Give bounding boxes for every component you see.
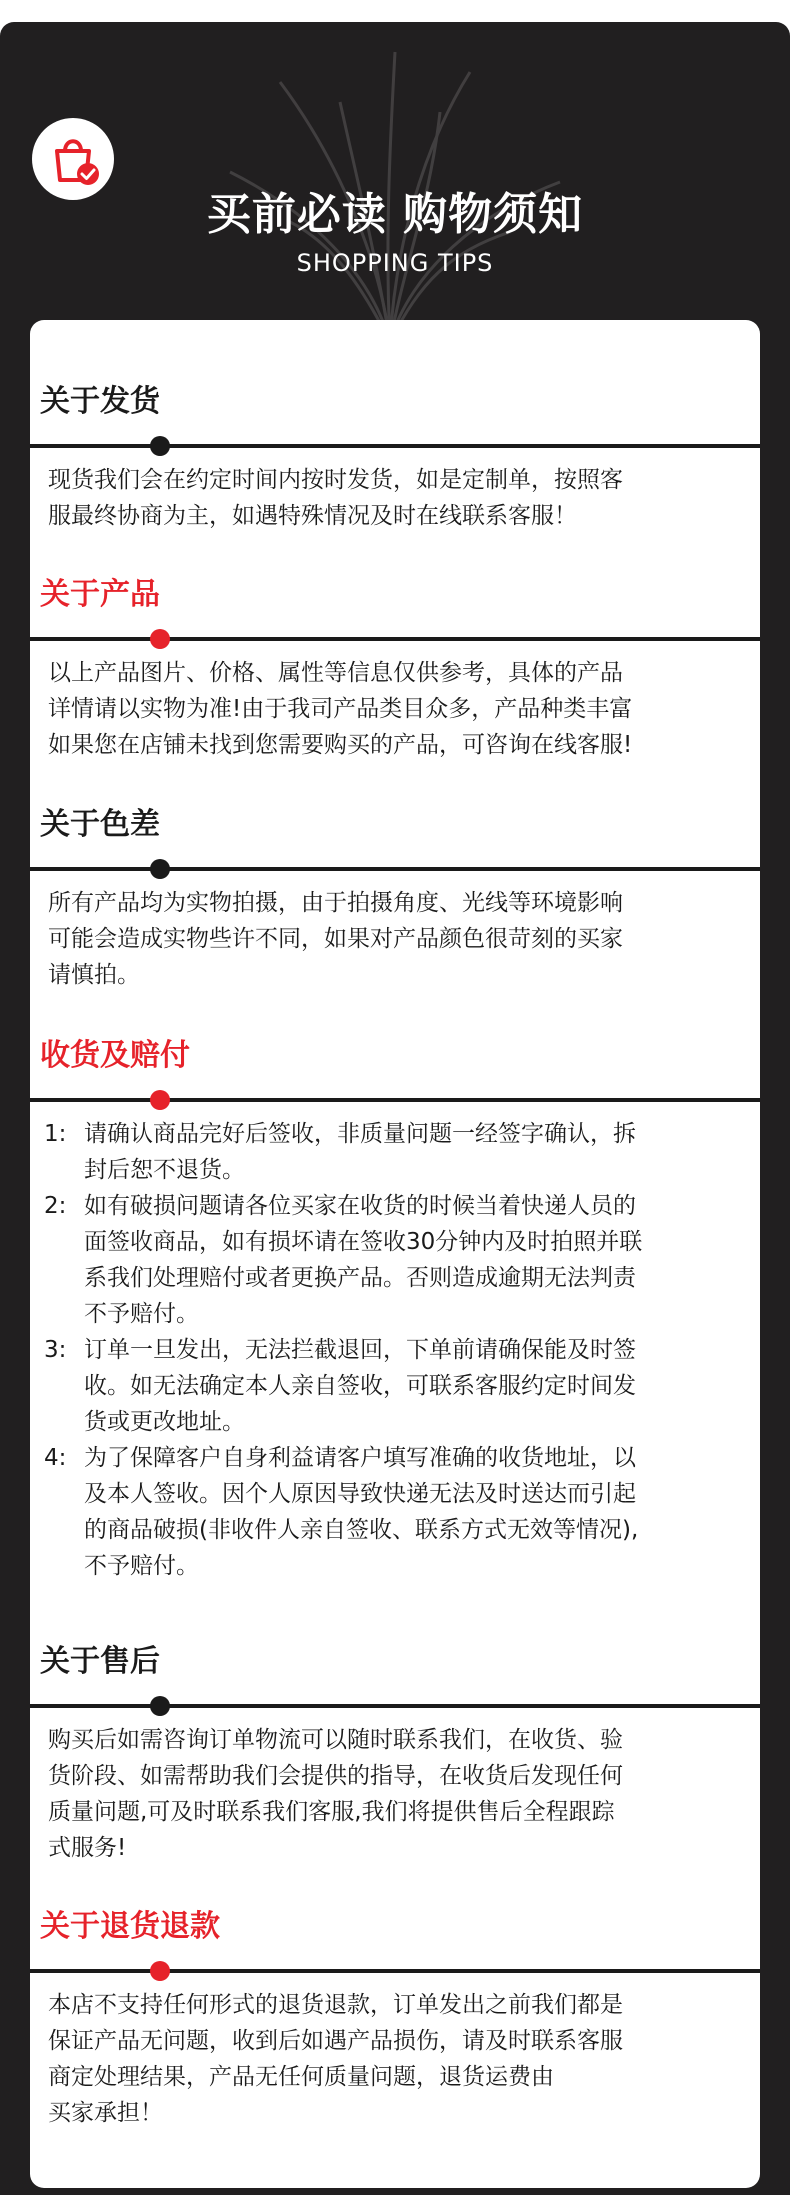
section-title: 关于色差 <box>40 807 160 842</box>
text-line: 货或更改地址。 <box>84 1409 245 1435</box>
section-divider <box>30 1098 760 1102</box>
list-item <box>44 1440 754 1584</box>
divider-dot <box>150 629 170 649</box>
text-line: 详情请以实物为准!由于我司产品类目众多，产品种类丰富 <box>48 696 633 722</box>
text-line: 的商品破损(非收件人亲自签收、联系方式无效等情况), <box>84 1517 639 1543</box>
section-title: 关于发货 <box>40 384 160 419</box>
text-line: 买家承担！ <box>48 2100 163 2126</box>
divider-dot <box>150 1696 170 1716</box>
section-text <box>48 655 748 763</box>
item-number: 1: <box>44 1121 67 1147</box>
text-line: 服最终协商为主，如遇特殊情况及时在线联系客服！ <box>48 503 577 529</box>
text-line: 货阶段、如需帮助我们会提供的指导，在收货后发现任何 <box>48 1763 623 1789</box>
divider-dot <box>150 859 170 879</box>
text-line: 请慎拍。 <box>48 962 140 988</box>
page-title: 买前必读 购物须知 <box>206 189 584 240</box>
section-text <box>48 1722 748 1866</box>
section-divider <box>30 637 760 641</box>
text-line: 可能会造成实物些许不同，如果对产品颜色很苛刻的买家 <box>48 926 623 952</box>
text-line: 面签收商品，如有损坏请在签收30分钟内及时拍照并联 <box>84 1229 643 1255</box>
text-line: 系我们处理赔付或者更换产品。否则造成逾期无法判责 <box>84 1265 636 1291</box>
list-item <box>44 1116 754 1188</box>
tips-card <box>30 320 760 2188</box>
section-divider <box>30 1704 760 1708</box>
list-item <box>44 1332 754 1440</box>
text-line: 现货我们会在约定时间内按时发货，如是定制单，按照客 <box>48 467 623 493</box>
section-text <box>48 885 748 993</box>
text-line: 购买后如需咨询订单物流可以随时联系我们，在收货、验 <box>48 1727 623 1753</box>
text-line: 为了保障客户自身利益请客户填写准确的收货地址，以 <box>84 1445 636 1471</box>
text-line: 以上产品图片、价格、属性等信息仅供参考，具体的产品 <box>48 660 623 686</box>
section-text <box>48 462 748 534</box>
item-number: 3: <box>44 1337 67 1363</box>
text-line: 本店不支持任何形式的退货退款，订单发出之前我们都是 <box>48 1992 623 2018</box>
section-title: 收货及赔付 <box>40 1038 190 1073</box>
section-divider <box>30 444 760 448</box>
section-divider <box>30 1969 760 1973</box>
section-divider <box>30 867 760 871</box>
section-title: 关于退货退款 <box>40 1909 220 1944</box>
text-line: 封后恕不退货。 <box>84 1157 245 1183</box>
item-number: 2: <box>44 1193 67 1219</box>
section-text <box>48 1987 748 2131</box>
text-line: 请确认商品完好后签收，非质量问题一经签字确认，拆 <box>84 1121 636 1147</box>
text-line: 所有产品均为实物拍摄，由于拍摄角度、光线等环境影响 <box>48 890 623 916</box>
section-title: 关于售后 <box>40 1644 160 1679</box>
text-line: 如果您在店铺未找到您需要购买的产品，可咨询在线客服! <box>48 732 633 758</box>
text-line: 商定处理结果，产品无任何质量问题，退货运费由 <box>48 2064 554 2090</box>
page-frame <box>0 22 790 2195</box>
numbered-list <box>44 1116 754 1584</box>
text-line: 不予赔付。 <box>84 1301 199 1327</box>
text-line: 订单一旦发出，无法拦截退回，下单前请确保能及时签 <box>84 1337 636 1363</box>
text-line: 及本人签收。因个人原因导致快递无法及时送达而引起 <box>84 1481 636 1507</box>
list-item <box>44 1188 754 1332</box>
divider-dot <box>150 436 170 456</box>
text-line: 保证产品无问题，收到后如遇产品损伤，请及时联系客服 <box>48 2028 623 2054</box>
item-number: 4: <box>44 1445 67 1471</box>
text-line: 收。如无法确定本人亲自签收，可联系客服约定时间发 <box>84 1373 636 1399</box>
text-line: 不予赔付。 <box>84 1553 199 1579</box>
divider-dot <box>150 1090 170 1110</box>
page-subtitle: SHOPPING TIPS <box>296 249 494 277</box>
text-line: 式服务! <box>48 1835 127 1861</box>
section-title: 关于产品 <box>40 577 160 612</box>
text-line: 如有破损问题请各位买家在收货的时候当着快递人员的 <box>84 1193 636 1219</box>
text-line: 质量问题,可及时联系我们客服,我们将提供售后全程跟踪 <box>48 1799 615 1825</box>
divider-dot <box>150 1961 170 1981</box>
